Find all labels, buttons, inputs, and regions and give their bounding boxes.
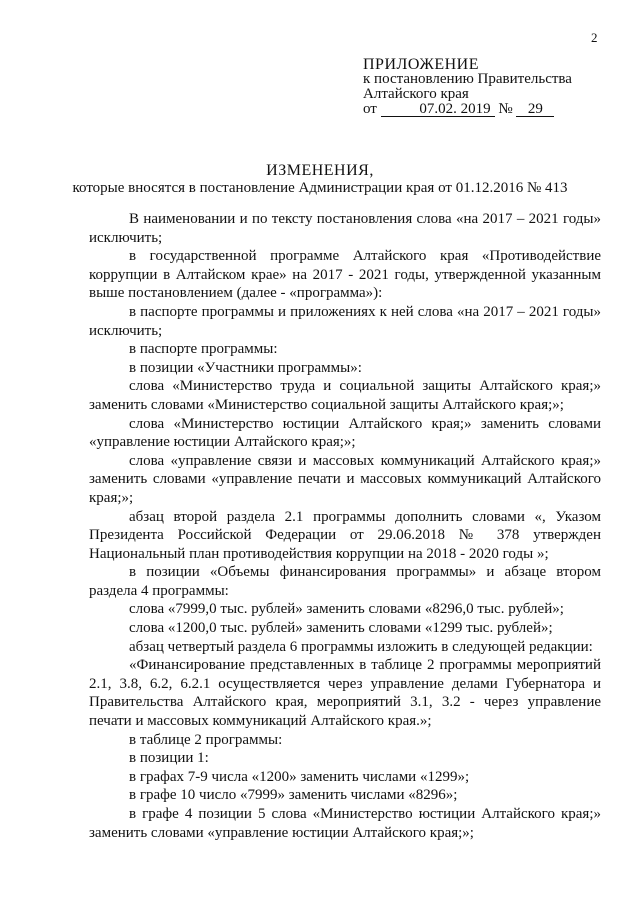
document-subtitle: которые вносятся в постановление Администрации края от 01.12.2016 № 413 <box>72 180 568 196</box>
paragraph: в государственной программе Алтайского края «Противодействие коррупции в Алтайском крае» на 2017 - 2021 годы, утвержденной указанным выше постановлением (далее - «программа»): <box>89 248 601 302</box>
date-field: 07.02. 2019 <box>381 102 495 117</box>
paragraph: В наименовании и по тексту постановления слова «на 2017 – 2021 годы» исключить; <box>89 211 601 246</box>
appendix-line-1: к постановлению Правительства <box>363 71 572 87</box>
number-sign: № <box>498 101 513 117</box>
paragraph: слова «7999,0 тыс. рублей» заменить словами «8296,0 тыс. рублей»; <box>129 601 564 618</box>
appendix-block <box>363 57 623 117</box>
paragraph: слова «1200,0 тыс. рублей» заменить словами «1299 тыс. рублей»; <box>129 620 553 637</box>
paragraph: в позиции «Участники программы»: <box>129 359 362 376</box>
paragraph: в позиции 1: <box>129 750 209 767</box>
paragraph: в графе 4 позиции 5 слова «Министерство юстиции Алтайского края;» заменить словами «управление юстиции Алтайского края;»; <box>89 806 601 841</box>
paragraph: в графах 7-9 числа «1200» заменить числами «1299»; <box>129 768 470 785</box>
paragraph: в паспорте программы и приложениях к ней слова «на 2017 – 2021 годы» исключить; <box>89 303 601 339</box>
paragraph: абзац четвертый раздела 6 программы изложить в следующей редакции: <box>129 638 593 655</box>
document-body <box>89 210 601 842</box>
paragraph: в паспорте программы: <box>129 341 278 358</box>
paragraph: абзац второй раздела 2.1 программы дополнить словами «, Указом Президента Российской Федерации от 29.06.2018 № 378 утвержден Национальный план противодействия коррупции на 2018 - 2020 годы »; <box>89 508 601 562</box>
paragraph: в графе 10 число «7999» заменить числами «8296»; <box>129 787 458 804</box>
appendix-line-2: Алтайского края <box>363 86 469 102</box>
paragraph: «Финансирование представленных в таблице 2 программы мероприятий 2.1, 3.8, 6.2, 6.2.1 осуществляется через управление делами Губернатора и Правительства Алтайского края, мероприятий 3.1, 3.2 - через управление печати и массовых коммуникаций Алтайского края.»; <box>89 657 601 730</box>
date-prefix: от <box>363 101 377 117</box>
appendix-date-line <box>363 102 623 117</box>
appendix-heading: ПРИЛОЖЕНИЕ <box>363 56 480 73</box>
document-title: ИЗМЕНЕНИЯ, <box>266 162 374 179</box>
paragraph: в таблице 2 программы: <box>129 731 283 748</box>
number-field: 29 <box>516 102 554 117</box>
paragraph: слова «Министерство юстиции Алтайского края;» заменить словами «управление юстиции Алтайского края;»; <box>89 415 601 451</box>
page-number: 2 <box>591 30 598 45</box>
paragraph: слова «Министерство труда и социальной защиты Алтайского края;» заменить словами «Министерство социальной защиты Алтайского края;»; <box>89 378 601 413</box>
paragraph: в позиции «Объемы финансирования программы» и абзаце втором раздела 4 программы: <box>89 564 601 599</box>
paragraph: слова «управление связи и массовых коммуникаций Алтайского края;» заменить словами «управление печати и массовых коммуникаций Алтайского края;»; <box>89 452 601 506</box>
